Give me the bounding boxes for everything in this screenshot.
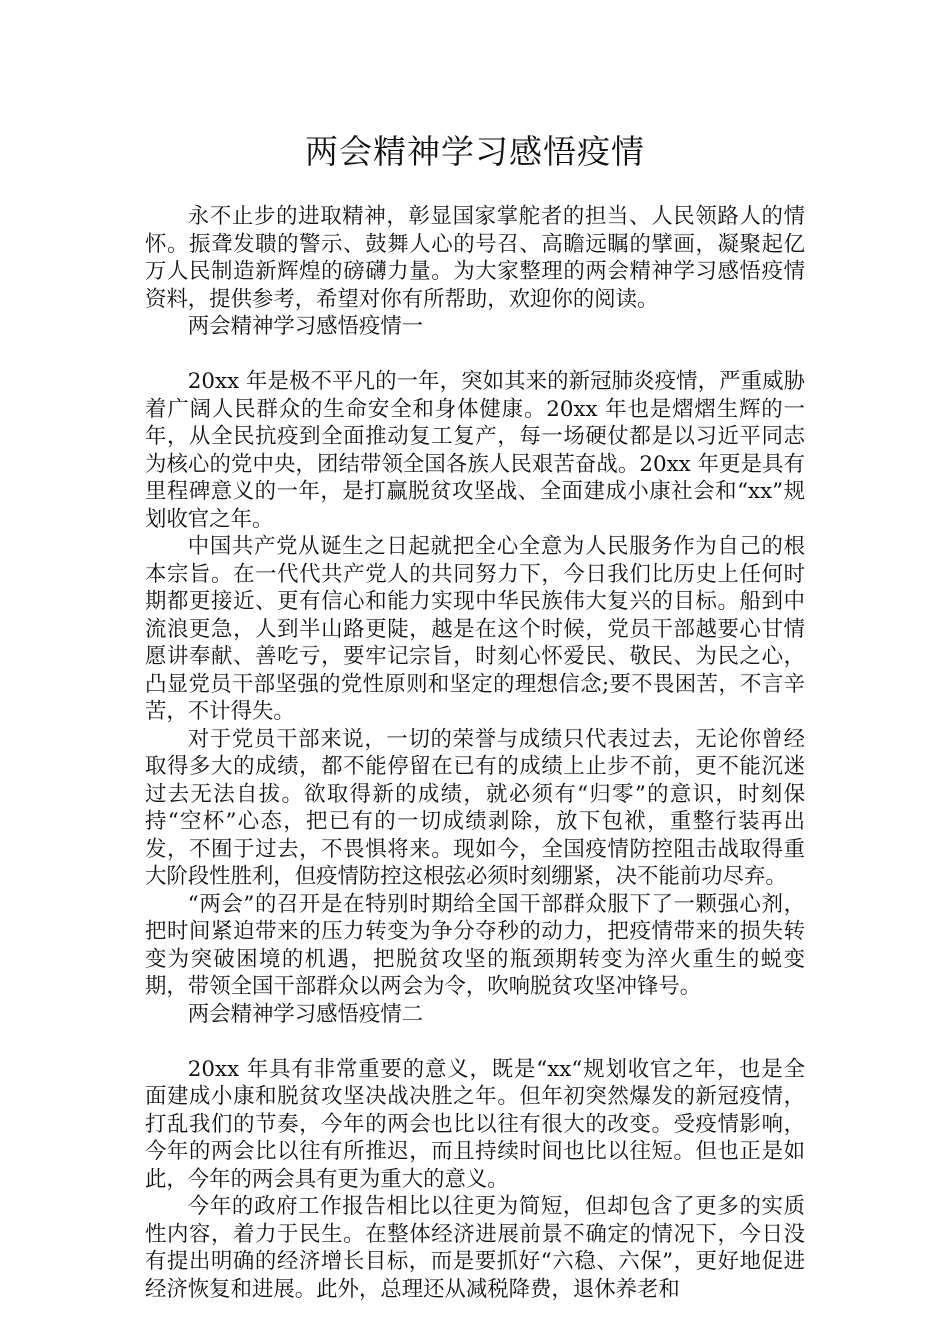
section-1-paragraph-4: “两会”的召开是在特别时期给全国干部群众服下了一颗强心剂，把时间紧迫带来的压力转变为争分夺秒的动力，把疫情带来的损失转变为突破困境的机遇，把脱贫攻坚的瓶颈期转变为淬火重生的蜕变期，带领全国干部群众以两会为令，吹响脱贫攻坚冲锋号。: [145, 891, 805, 999]
section-1-paragraph-1: 20xx 年是极不平凡的一年，突如其来的新冠肺炎疫情，严重威胁着广阔人民群众的生命安全和身体健康。20xx 年也是熠熠生辉的一年，从全民抗疫到全面推动复工复产，每一场硬仗都是以习近平同志为核心的党中央，团结带领全国各族人民艰苦奋战。20xx 年更是具有里程碑意义的一年，是打赢脱贫攻坚战、全面建成小康社会和“xx”规划收官之年。: [145, 369, 805, 532]
section-2-paragraph-1: 20xx 年具有非常重要的意义，既是“xx“规划收官之年，也是全面建成小康和脱贫攻坚决战决胜之年。但年初突然爆发的新冠疫情，打乱我们的节奏，今年的两会也比以往有很大的改变。受疫情影响，今年的两会比以往有所推迟，而且持续时间也比以往短。但也正是如此，今年的两会具有更为重大的意义。: [145, 1056, 805, 1192]
section-1-paragraph-3: 对于党员干部来说，一切的荣誉与成绩只代表过去，无论你曾经取得多大的成绩，都不能停留在已有的成绩上止步不前，更不能沉迷过去无法自拔。欲取得新的成绩，就必须有“归零”的意识，时刻保持“空杯”心态，把已有的一切成绩剥除，放下包袱，重整行装再出发，不囿于过去，不畏惧将来。现如今，全国疫情防控阻击战取得重大阶段性胜利，但疫情防控这根弦必须时刻绷紧，决不能前功尽弃。: [145, 726, 805, 889]
intro-paragraph: 永不止步的进取精神，彰显国家掌舵者的担当、人民领路人的情怀。振聋发聩的警示、鼓舞人心的号召、高瞻远瞩的擘画，凝聚起亿万人民制造新辉煌的磅礴力量。为大家整理的两会精神学习感悟疫情资料，提供参考，希望对你有所帮助，欢迎你的阅读。: [145, 204, 805, 312]
document-title: 两会精神学习感悟疫情: [305, 132, 645, 171]
section-2-paragraph-2: 今年的政府工作报告相比以往更为简短，但却包含了更多的实质性内容，着力于民生。在整体经济进展前景不确定的情况下，今日没有提出明确的经济增长目标，而是要抓好“六稳、六保”，更好地促进经济恢复和进展。此外，总理还从减税降费，退休养老和: [145, 1194, 805, 1302]
section-2-heading: 两会精神学习感悟疫情二: [187, 1001, 424, 1027]
blank-line: [145, 341, 805, 369]
section-1-paragraph-2: 中国共产党从诞生之日起就把全心全意为人民服务作为自己的根本宗旨。在一代代共产党人的共同努力下，今日我们比历史上任何时期都更接近、更有信心和能力实现中华民族伟大复兴的目标。船到中流浪更急，人到半山路更陡，越是在这个时候，党员干部越要心甘情愿讲奉献、善吃亏，要牢记宗旨，时刻心怀爱民、敬民、为民之心，凸显党员干部坚强的党性原则和坚定的理想信念;要不畏困苦，不言辛苦，不计得失。: [145, 534, 805, 724]
section-1-heading: 两会精神学习感悟疫情一: [187, 314, 424, 339]
blank-line: [145, 1028, 805, 1056]
